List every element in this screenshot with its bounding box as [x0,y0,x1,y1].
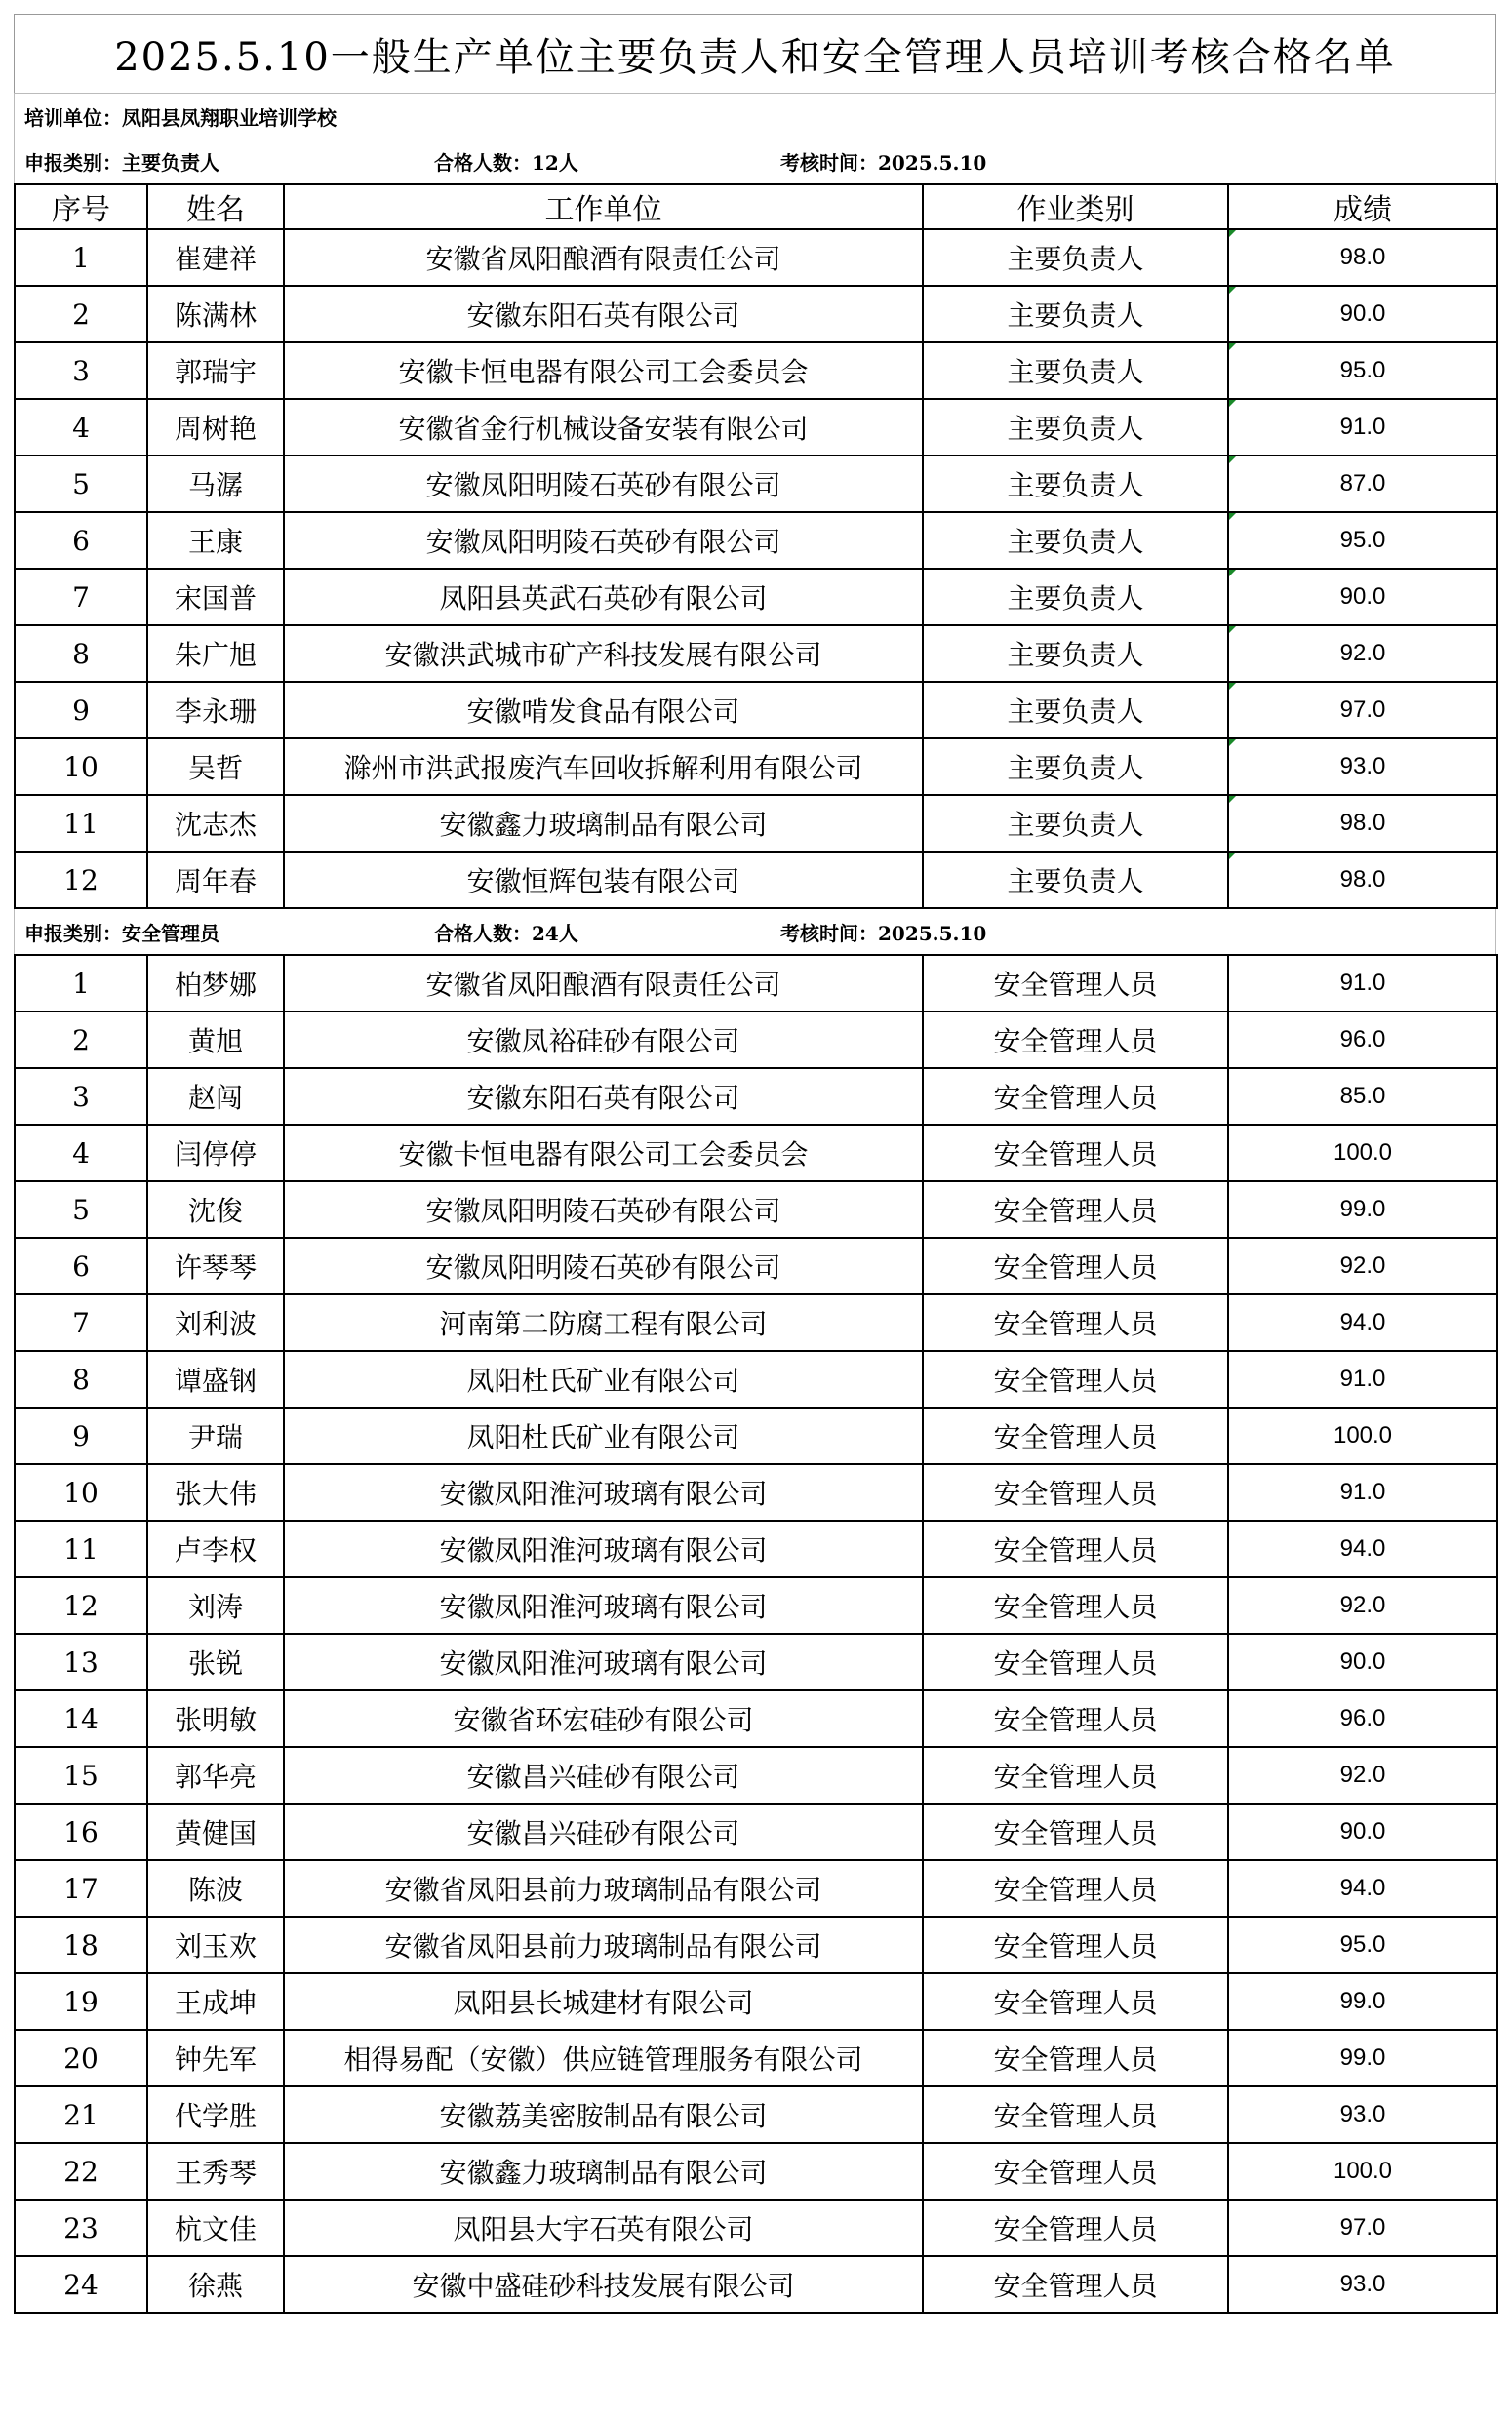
row-index: 1 [15,955,147,1012]
category-label: 申报类别：主要负责人 [24,150,219,175]
employer: 安徽省金行机械设备安装有限公司 [284,399,923,456]
job-type: 主要负责人 [923,286,1228,342]
score: 98.0 [1228,229,1497,286]
table-row [15,2200,1497,2256]
person-name: 张锐 [147,1634,284,1690]
row-index: 12 [15,1577,147,1634]
employer: 凤阳县大宇石英有限公司 [284,2200,923,2256]
job-type: 主要负责人 [923,795,1228,852]
job-type: 安全管理人员 [923,2200,1228,2256]
table-row [15,955,1497,1012]
job-type: 安全管理人员 [923,1860,1228,1917]
person-name: 王康 [147,512,284,569]
job-type: 安全管理人员 [923,1125,1228,1181]
job-type: 主要负责人 [923,569,1228,625]
row-index: 18 [15,1917,147,1973]
score: 99.0 [1228,1973,1497,2030]
row-index: 6 [15,1238,147,1294]
person-name: 沈俊 [147,1181,284,1238]
table-row [15,2256,1497,2313]
score: 90.0 [1228,1804,1497,1860]
row-index: 12 [15,852,147,908]
row-index: 19 [15,1973,147,2030]
job-type: 安全管理人员 [923,2030,1228,2086]
person-name: 李永珊 [147,682,284,738]
person-name: 王成坤 [147,1973,284,2030]
score: 91.0 [1228,955,1497,1012]
row-index: 11 [15,795,147,852]
row-index: 10 [15,1464,147,1521]
table-row [15,852,1497,908]
employer: 相得易配（安徽）供应链管理服务有限公司 [284,2030,923,2086]
group-2-rows [15,955,1497,2313]
pass-count: 合格人数：24人 [434,921,578,945]
person-name: 赵闯 [147,1068,284,1125]
group-meta-2 [14,909,1496,954]
person-name: 徐燕 [147,2256,284,2313]
table-row [15,229,1497,286]
table-row [15,1464,1497,1521]
employer: 安徽恒辉包装有限公司 [284,852,923,908]
employer: 安徽卡恒电器有限公司工会委员会 [284,1125,923,1181]
job-type: 主要负责人 [923,342,1228,399]
employer: 凤阳县长城建材有限公司 [284,1973,923,2030]
table-row [15,569,1497,625]
score: 95.0 [1228,342,1497,399]
employer: 安徽凤阳淮河玻璃有限公司 [284,1577,923,1634]
employer: 安徽啃发食品有限公司 [284,682,923,738]
person-name: 刘利波 [147,1294,284,1351]
job-type: 主要负责人 [923,456,1228,512]
score: 94.0 [1228,1294,1497,1351]
row-index: 15 [15,1747,147,1804]
category-label: 申报类别：安全管理员 [24,921,219,945]
employer: 安徽昌兴硅砂有限公司 [284,1804,923,1860]
person-name: 郭华亮 [147,1747,284,1804]
employer: 河南第二防腐工程有限公司 [284,1294,923,1351]
table-row [15,1917,1497,1973]
row-index: 2 [15,1012,147,1068]
score: 87.0 [1228,456,1497,512]
employer: 安徽省凤阳酿酒有限责任公司 [284,955,923,1012]
score: 99.0 [1228,1181,1497,1238]
employer: 安徽卡恒电器有限公司工会委员会 [284,342,923,399]
employer: 安徽荔美密胺制品有限公司 [284,2086,923,2143]
roster-sheet [14,14,1496,2314]
exam-time: 考核时间：2025.5.10 [780,921,987,945]
employer: 安徽东阳石英有限公司 [284,1068,923,1125]
table-row [15,1747,1497,1804]
employer: 安徽凤阳淮河玻璃有限公司 [284,1464,923,1521]
table-row [15,342,1497,399]
roster-table [14,183,1498,909]
job-type: 主要负责人 [923,738,1228,795]
row-index: 4 [15,399,147,456]
row-index: 17 [15,1860,147,1917]
score: 95.0 [1228,1917,1497,1973]
table-row [15,1408,1497,1464]
employer: 安徽凤阳淮河玻璃有限公司 [284,1521,923,1577]
score: 100.0 [1228,1125,1497,1181]
row-index: 8 [15,625,147,682]
employer: 滁州市洪武报废汽车回收拆解利用有限公司 [284,738,923,795]
score: 98.0 [1228,795,1497,852]
table-row [15,1973,1497,2030]
job-type: 主要负责人 [923,625,1228,682]
row-index: 3 [15,342,147,399]
job-type: 安全管理人员 [923,2143,1228,2200]
score: 97.0 [1228,682,1497,738]
table-row [15,1521,1497,1577]
score: 99.0 [1228,2030,1497,2086]
person-name: 沈志杰 [147,795,284,852]
employer: 安徽省凤阳县前力玻璃制品有限公司 [284,1860,923,1917]
score: 95.0 [1228,512,1497,569]
job-type: 主要负责人 [923,229,1228,286]
job-type: 安全管理人员 [923,1804,1228,1860]
score: 98.0 [1228,852,1497,908]
exam-time: 考核时间：2025.5.10 [780,150,987,175]
group-meta-1 [14,139,1496,183]
score: 91.0 [1228,1464,1497,1521]
row-index: 2 [15,286,147,342]
score: 92.0 [1228,1747,1497,1804]
table-row [15,795,1497,852]
score: 96.0 [1228,1690,1497,1747]
job-type: 安全管理人员 [923,2256,1228,2313]
row-index: 14 [15,1690,147,1747]
job-type: 安全管理人员 [923,1238,1228,1294]
job-type: 安全管理人员 [923,1973,1228,2030]
table-row [15,2030,1497,2086]
score: 92.0 [1228,1238,1497,1294]
pass-count: 合格人数：12人 [434,150,578,175]
row-index: 9 [15,1408,147,1464]
job-type: 主要负责人 [923,852,1228,908]
person-name: 王秀琴 [147,2143,284,2200]
table-row [15,1181,1497,1238]
employer: 安徽鑫力玻璃制品有限公司 [284,2143,923,2200]
job-type: 安全管理人员 [923,1351,1228,1408]
job-type: 安全管理人员 [923,1747,1228,1804]
job-type: 安全管理人员 [923,1294,1228,1351]
table-row [15,1577,1497,1634]
employer: 安徽洪武城市矿产科技发展有限公司 [284,625,923,682]
employer: 安徽凤阳淮河玻璃有限公司 [284,1634,923,1690]
score: 94.0 [1228,1521,1497,1577]
person-name: 郭瑞宇 [147,342,284,399]
person-name: 朱广旭 [147,625,284,682]
row-index: 24 [15,2256,147,2313]
row-index: 16 [15,1804,147,1860]
row-index: 13 [15,1634,147,1690]
score: 93.0 [1228,2256,1497,2313]
person-name: 马潺 [147,456,284,512]
table-row [15,1634,1497,1690]
score: 90.0 [1228,1634,1497,1690]
score: 93.0 [1228,2086,1497,2143]
score: 92.0 [1228,1577,1497,1634]
person-name: 谭盛钢 [147,1351,284,1408]
person-name: 陈波 [147,1860,284,1917]
person-name: 卢李权 [147,1521,284,1577]
employer: 安徽省环宏硅砂有限公司 [284,1690,923,1747]
employer: 安徽凤阳明陵石英砂有限公司 [284,456,923,512]
job-type: 安全管理人员 [923,1181,1228,1238]
table-row [15,2143,1497,2200]
employer: 凤阳杜氏矿业有限公司 [284,1408,923,1464]
table-row [15,456,1497,512]
job-type: 主要负责人 [923,399,1228,456]
table-row [15,1804,1497,1860]
person-name: 代学胜 [147,2086,284,2143]
score: 90.0 [1228,569,1497,625]
person-name: 刘玉欢 [147,1917,284,1973]
table-row [15,1294,1497,1351]
group-1-rows [15,229,1497,908]
header-job-type: 作业类别 [923,184,1228,229]
training-unit: 培训单位：凤阳县凤翔职业培训学校 [14,93,1496,139]
person-name: 黄旭 [147,1012,284,1068]
person-name: 刘涛 [147,1577,284,1634]
header-row [15,184,1497,229]
employer: 安徽鑫力玻璃制品有限公司 [284,795,923,852]
person-name: 许琴琴 [147,1238,284,1294]
table-row [15,1068,1497,1125]
person-name: 崔建祥 [147,229,284,286]
employer: 安徽昌兴硅砂有限公司 [284,1747,923,1804]
row-index: 7 [15,569,147,625]
header-score: 成绩 [1228,184,1497,229]
score: 93.0 [1228,738,1497,795]
person-name: 钟先军 [147,2030,284,2086]
page-title: 2025.5.10一般生产单位主要负责人和安全管理人员培训考核合格名单 [14,14,1496,93]
job-type: 安全管理人员 [923,1012,1228,1068]
row-index: 11 [15,1521,147,1577]
employer: 安徽东阳石英有限公司 [284,286,923,342]
job-type: 安全管理人员 [923,1464,1228,1521]
table-row [15,1860,1497,1917]
row-index: 6 [15,512,147,569]
score: 94.0 [1228,1860,1497,1917]
employer: 安徽省凤阳县前力玻璃制品有限公司 [284,1917,923,1973]
person-name: 柏梦娜 [147,955,284,1012]
person-name: 宋国普 [147,569,284,625]
employer: 安徽中盛硅砂科技发展有限公司 [284,2256,923,2313]
table-row [15,286,1497,342]
row-index: 4 [15,1125,147,1181]
row-index: 3 [15,1068,147,1125]
row-index: 1 [15,229,147,286]
person-name: 闫停停 [147,1125,284,1181]
job-type: 主要负责人 [923,512,1228,569]
row-index: 22 [15,2143,147,2200]
job-type: 安全管理人员 [923,955,1228,1012]
person-name: 周树艳 [147,399,284,456]
job-type: 安全管理人员 [923,1917,1228,1973]
roster-table [14,954,1498,2314]
row-index: 8 [15,1351,147,1408]
score: 100.0 [1228,2143,1497,2200]
person-name: 杭文佳 [147,2200,284,2256]
employer: 安徽凤阳明陵石英砂有限公司 [284,512,923,569]
score: 91.0 [1228,1351,1497,1408]
score: 97.0 [1228,2200,1497,2256]
job-type: 安全管理人员 [923,1634,1228,1690]
table-row [15,512,1497,569]
row-index: 23 [15,2200,147,2256]
job-type: 安全管理人员 [923,1577,1228,1634]
score: 92.0 [1228,625,1497,682]
header-name: 姓名 [147,184,284,229]
person-name: 周年春 [147,852,284,908]
person-name: 尹瑞 [147,1408,284,1464]
table-row [15,682,1497,738]
job-type: 安全管理人员 [923,1690,1228,1747]
table-row [15,1690,1497,1747]
row-index: 5 [15,1181,147,1238]
person-name: 陈满林 [147,286,284,342]
table-row [15,1125,1497,1181]
table-row [15,399,1497,456]
score: 85.0 [1228,1068,1497,1125]
table-row [15,1012,1497,1068]
row-index: 5 [15,456,147,512]
person-name: 张大伟 [147,1464,284,1521]
row-index: 21 [15,2086,147,2143]
person-name: 张明敏 [147,1690,284,1747]
row-index: 20 [15,2030,147,2086]
header-employer: 工作单位 [284,184,923,229]
score: 91.0 [1228,399,1497,456]
person-name: 黄健国 [147,1804,284,1860]
row-index: 7 [15,1294,147,1351]
employer: 安徽省凤阳酿酒有限责任公司 [284,229,923,286]
row-index: 9 [15,682,147,738]
header-index: 序号 [15,184,147,229]
job-type: 安全管理人员 [923,1408,1228,1464]
job-type: 安全管理人员 [923,1521,1228,1577]
job-type: 安全管理人员 [923,1068,1228,1125]
person-name: 吴哲 [147,738,284,795]
table-row [15,625,1497,682]
employer: 安徽凤阳明陵石英砂有限公司 [284,1181,923,1238]
employer: 安徽凤裕硅砂有限公司 [284,1012,923,1068]
table-row [15,2086,1497,2143]
table-row [15,1238,1497,1294]
row-index: 10 [15,738,147,795]
job-type: 主要负责人 [923,682,1228,738]
employer: 凤阳县英武石英砂有限公司 [284,569,923,625]
employer: 凤阳杜氏矿业有限公司 [284,1351,923,1408]
score: 90.0 [1228,286,1497,342]
table-row [15,738,1497,795]
table-row [15,1351,1497,1408]
employer: 安徽凤阳明陵石英砂有限公司 [284,1238,923,1294]
score: 96.0 [1228,1012,1497,1068]
job-type: 安全管理人员 [923,2086,1228,2143]
score: 100.0 [1228,1408,1497,1464]
